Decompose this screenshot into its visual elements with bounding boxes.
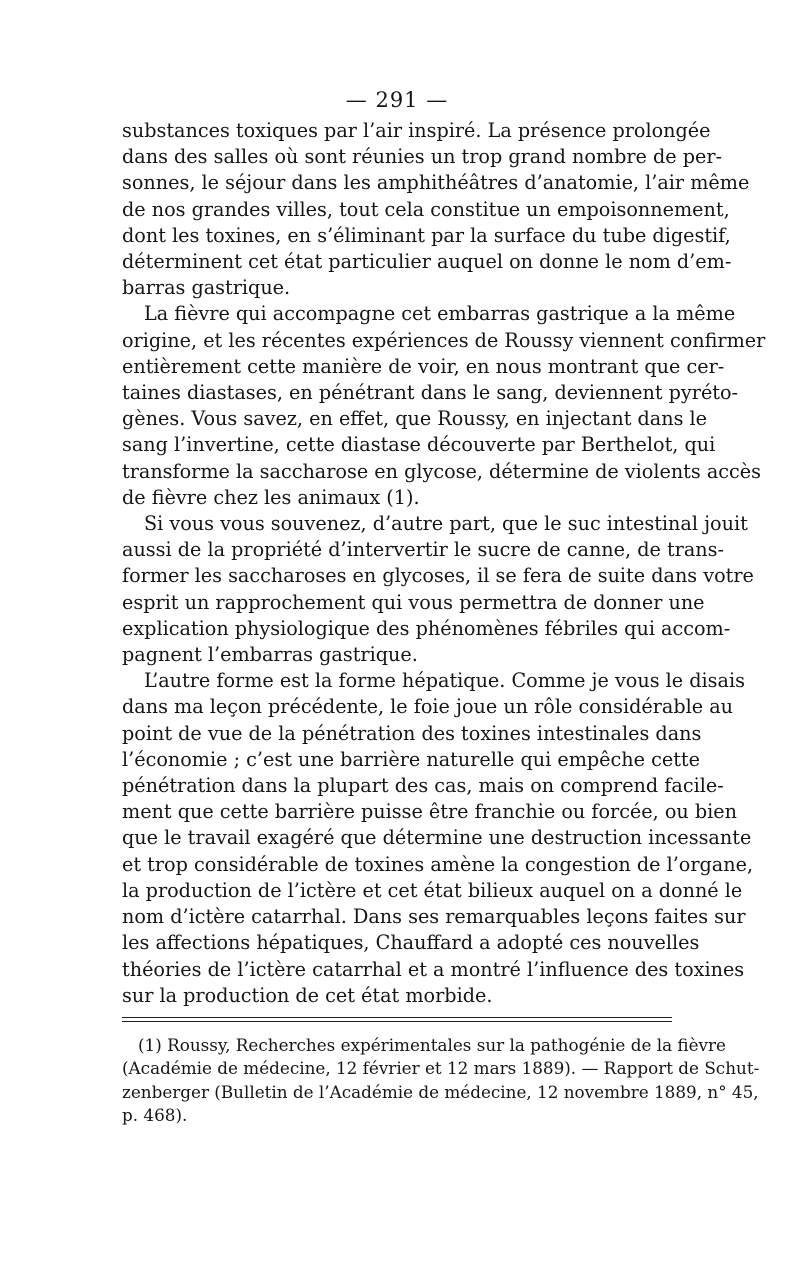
text-line: sonnes, le séjour dans les amphithéâtres d’anatomie, l’air même — [122, 171, 750, 195]
text-line: substances toxiques par l’air inspiré. La présence prolongée — [122, 119, 711, 142]
text-line: la production de l’ictère et cet état bilieux auquel on a donné le — [122, 878, 743, 902]
text-line: esprit un rapprochement qui vous permettra de donner une — [122, 590, 705, 614]
text-line: taines diastases, en pénétrant dans le sang, deviennent pyréto- — [122, 381, 739, 405]
text-line: de nos grandes villes, tout cela constitue un empoisonnement, — [122, 197, 730, 221]
text-line: de fièvre chez les animaux (1). — [122, 485, 420, 509]
book-page — [122, 88, 766, 1128]
text-line: aussi de la propriété d’intervertir le sucre de canne, de trans- — [122, 538, 724, 562]
text-line: La fièvre qui accompagne cet embarras gastrique a la même — [144, 302, 736, 326]
text-line: point de vue de la pénétration des toxines intestinales dans — [122, 721, 702, 745]
footnote-line: (Académie de médecine, 12 février et 12 mars 1889). — Rapport de Schut- — [122, 1058, 760, 1079]
body-text — [122, 118, 766, 1009]
text-line: explication physiologique des phénomènes fébriles qui accom- — [122, 616, 731, 640]
text-line: nom d’ictère catarrhal. Dans ses remarquables leçons faites sur — [122, 905, 746, 929]
footnote-line: (1) Roussy, Recherches expérimentales sur la pathogénie de la fièvre — [138, 1034, 726, 1055]
text-line: Si vous vous souvenez, d’autre part, que le suc intestinal jouit — [144, 512, 748, 536]
text-line: gènes. Vous savez, en effet, que Roussy, en injectant dans le — [122, 407, 708, 431]
text-line: former les saccharoses en glycoses, il se fera de suite dans votre — [122, 564, 754, 588]
text-line: pénétration dans la plupart des cas, mais on comprend facile- — [122, 774, 724, 798]
text-line: les affections hépatiques, Chauffard a adopté ces nouvelles — [122, 931, 700, 955]
text-line: transforme la saccharose en glycose, détermine de violents accès — [122, 459, 761, 483]
text-line: barras gastrique. — [122, 276, 291, 300]
text-line: L’autre forme est la forme hépatique. Comme je vous le disais — [144, 669, 745, 693]
footnote-separator — [122, 1017, 672, 1022]
text-line: l’économie ; c’est une barrière naturelle qui empêche cette — [122, 747, 700, 771]
text-line: sur la production de cet état morbide. — [122, 983, 493, 1007]
text-line: dans des salles où sont réunies un trop grand nombre de per- — [122, 145, 723, 169]
text-line: et trop considérable de toxines amène la congestion de l’organe, — [122, 852, 754, 876]
text-line: sang l’invertine, cette diastase découverte par Berthelot, qui — [122, 433, 716, 457]
footnotes — [122, 1034, 760, 1128]
page-number: — 291 — — [345, 88, 449, 112]
text-line: dont les toxines, en s’éliminant par la surface du tube digestif, — [122, 223, 731, 247]
footnote-line: p. 468). — [122, 1105, 188, 1126]
text-line: entièrement cette manière de voir, en nous montrant que cer- — [122, 354, 725, 378]
text-line: théories de l’ictère catarrhal et a montré l’influence des toxines — [122, 957, 745, 981]
text-line: déterminent cet état particulier auquel on donne le nom d’em- — [122, 250, 732, 274]
text-line: origine, et les récentes expériences de Roussy viennent confirmer — [122, 328, 766, 352]
text-line: dans ma leçon précédente, le foie joue un rôle considérable au — [122, 695, 734, 719]
text-line: pagnent l’embarras gastrique. — [122, 643, 418, 667]
footnote-line: zenberger (Bulletin de l’Académie de médecine, 12 novembre 1889, n° 45, — [122, 1081, 759, 1102]
text-line: que le travail exagéré que détermine une destruction incessante — [122, 826, 752, 850]
text-line: ment que cette barrière puisse être franchie ou forcée, ou bien — [122, 800, 737, 824]
